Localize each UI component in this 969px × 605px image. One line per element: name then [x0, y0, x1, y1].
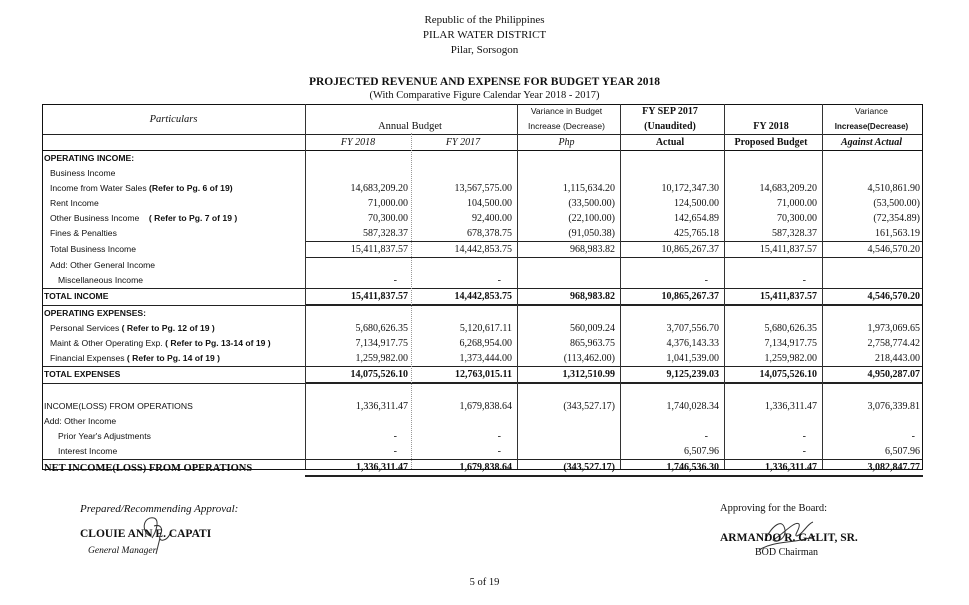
cell-value: 1,259,982.00 [305, 351, 411, 367]
row-label: Rent Income [50, 198, 99, 208]
table-row [42, 273, 923, 289]
table-row [42, 166, 923, 181]
cell-value: (72,354.89) [873, 213, 920, 224]
cell-value [515, 273, 618, 289]
cell-value: (343,527.17) [563, 401, 615, 412]
cell-value: 14,442,853.75 [411, 242, 515, 258]
cell-value: 15,411,837.57 [722, 289, 820, 306]
budget-table [42, 104, 923, 477]
cell-value: 15,411,837.57 [305, 242, 411, 258]
prepared-title: General Manager [88, 546, 157, 556]
cell-value: 4,950,287.07 [820, 367, 923, 384]
cell-value: 678,378.75 [411, 226, 515, 242]
cell-value: 14,075,526.10 [305, 367, 411, 384]
cell-value: 12,763,015.11 [411, 367, 515, 384]
col-particulars: Particulars [42, 104, 305, 135]
page-number: 5 of 19 [469, 577, 500, 588]
cell-value: 14,442,853.75 [411, 289, 515, 306]
header-org-name: PILAR WATER DISTRICT [422, 29, 547, 41]
table-row [42, 151, 923, 167]
cell-value: 10,172,347.30 [661, 183, 719, 194]
table-row [42, 321, 923, 336]
cell-value: 587,328.37 [305, 226, 411, 242]
row-ref: ( Refer to Pg. 7 of 19 ) [148, 213, 238, 223]
cell-value: 7,134,917.75 [355, 338, 408, 349]
row-label: Other Business Income ( Refer to Pg. 7 of 19 ) [50, 213, 238, 223]
row-label: Prior Year's Adjustments [58, 431, 151, 441]
cell-value: 70,300.00 [777, 213, 817, 224]
report-subtitle: (With Comparative Figure Calendar Year 2018 - 2017) [369, 90, 600, 101]
prepared-label: Prepared/Recommending Approval: [80, 503, 239, 515]
table-row [42, 460, 923, 477]
cell-value: 1,973,069.65 [867, 323, 920, 334]
cell-value: 15,411,837.57 [305, 289, 411, 306]
table-row [42, 242, 923, 258]
cell-value: 92,400.00 [472, 213, 512, 224]
table-row [42, 226, 923, 242]
header-row-1 [42, 104, 923, 119]
col-variance-1: Variance [855, 106, 888, 116]
cell-value: 560,009.24 [570, 323, 615, 334]
cell-value: 1,041,539.00 [618, 351, 722, 367]
approving-label: Approving for the Board: [720, 503, 828, 514]
table-row [42, 196, 923, 211]
cell-value: - [802, 431, 806, 442]
col-fy2018b-2: FY 2018 [722, 119, 820, 135]
cell-value: 1,259,982.00 [722, 351, 820, 367]
cell-value: 5,680,626.35 [764, 323, 817, 334]
cell-value: 968,983.82 [515, 289, 618, 306]
column-divider [620, 104, 621, 469]
table-row [42, 444, 923, 460]
cell-value: - [411, 273, 515, 289]
row-label: TOTAL INCOME [42, 289, 305, 306]
row-label: Add: Other Income [44, 416, 117, 426]
row-label: Total Business Income [50, 244, 136, 254]
cell-value: 1,312,510.99 [515, 367, 618, 384]
cell-value: 1,336,311.47 [355, 401, 408, 412]
row-label: Financial Expenses ( Refer to Pg. 14 of 19 ) [50, 353, 221, 363]
col-fy2018b-3: Proposed Budget [722, 135, 820, 151]
col-variance-2: Increase(Decrease) [820, 119, 923, 135]
row-label: INCOME(LOSS) FROM OPERATIONS [44, 401, 193, 411]
row-label: Business Income [50, 168, 116, 178]
table-row-spacer [42, 383, 923, 399]
cell-value: 1,740,028.34 [666, 401, 719, 412]
cell-value: 70,300.00 [368, 213, 408, 224]
cell-value: 1,679,838.64 [459, 401, 512, 412]
cell-value: 4,510,861.90 [867, 183, 920, 194]
cell-value: - [722, 273, 820, 289]
cell-value: 14,075,526.10 [722, 367, 820, 384]
table-row [42, 305, 923, 321]
cell-value: 14,683,209.20 [759, 183, 817, 194]
row-label: Add: Other General Income [50, 259, 156, 270]
table-row [42, 336, 923, 351]
row-label: Maint & Other Operating Exp. ( Refer to Pg. 13-14 of 19 ) [50, 338, 271, 348]
table-row [42, 211, 923, 226]
cell-value: 6,507.96 [820, 444, 923, 460]
cell-value: - [411, 444, 515, 460]
cell-value: (22,100.00) [568, 213, 615, 224]
cell-value: 1,373,444.00 [411, 351, 515, 367]
table-row [42, 289, 923, 306]
cell-value: 218,443.00 [820, 351, 923, 367]
cell-value: 968,983.82 [515, 242, 618, 258]
cell-value: 10,865,267.37 [618, 242, 722, 258]
cell-value: 425,765.18 [618, 226, 722, 242]
report-title: PROJECTED REVENUE AND EXPENSE FOR BUDGET YEAR 2018 [308, 76, 661, 88]
row-ref: ( Refer to Pg. 13-14 of 19 ) [165, 338, 271, 348]
column-divider [822, 104, 823, 469]
col-fysep-1: FY SEP 2017 [642, 106, 698, 117]
cell-value: - [497, 431, 501, 442]
cell-value: (53,500.00) [873, 198, 920, 209]
cell-value: (343,527.17) [515, 460, 618, 477]
column-divider [517, 104, 518, 469]
col-var-budget-1: Variance in Budget [530, 106, 603, 116]
cell-value: 6,507.96 [618, 444, 722, 460]
cell-value: 1,336,311.47 [722, 460, 820, 477]
cell-value: - [722, 444, 820, 460]
prepared-name: CLOUIE ANN E. CAPATI [80, 528, 212, 540]
col-var-budget-3: Php [515, 135, 618, 151]
cell-value: 1,336,311.47 [305, 460, 411, 477]
col-fysep-2: (Unaudited) [618, 119, 722, 135]
cell-value: - [911, 431, 915, 442]
cell-value: - [618, 273, 722, 289]
cell-value: 5,120,617.11 [459, 323, 512, 334]
column-divider [305, 104, 306, 469]
approving-name: ARMANDO R. GALIT, SR. [720, 532, 858, 544]
row-label: Interest Income [58, 446, 118, 456]
cell-value: 124,500.00 [674, 198, 719, 209]
cell-value: 6,268,954.00 [459, 338, 512, 349]
table-row [42, 429, 923, 444]
col-variance-3: Against Actual [820, 135, 923, 151]
column-divider [724, 104, 725, 469]
row-label: Fines & Penalties [50, 228, 117, 239]
table-row [42, 414, 923, 429]
table-row [42, 181, 923, 196]
row-ref: ( Refer to Pg. 12 of 19 ) [121, 323, 215, 333]
cell-value: 4,546,570.20 [820, 289, 923, 306]
cell-value: 13,567,575.00 [454, 183, 512, 194]
row-label: Personal Services ( Refer to Pg. 12 of 19 ) [50, 323, 215, 333]
cell-value: 7,134,917.75 [764, 338, 817, 349]
cell-value: 15,411,837.57 [722, 242, 820, 258]
cell-value: 3,082,847.77 [820, 460, 923, 477]
cell-value: - [393, 431, 397, 442]
table-row [42, 351, 923, 367]
col-fysep-3: Actual [618, 135, 722, 151]
cell-value: 2,758,774.42 [867, 338, 920, 349]
cell-value: 161,563.19 [820, 226, 923, 242]
cell-value: - [305, 444, 411, 460]
cell-value: (33,500.00) [568, 198, 615, 209]
cell-value: 4,546,570.20 [820, 242, 923, 258]
row-ref: (Refer to Pg. 6 of 19) [149, 183, 233, 193]
header-location: Pilar, Sorsogon [450, 44, 519, 56]
cell-value: - [305, 273, 411, 289]
cell-value: 1,746,536.30 [618, 460, 722, 477]
cell-value: 587,328.37 [722, 226, 820, 242]
row-label: Miscellaneous Income [58, 275, 144, 285]
cell-value: 1,679,838.64 [411, 460, 515, 477]
col-annual-budget: Annual Budget [378, 121, 442, 132]
cell-value: 4,376,143.33 [666, 338, 719, 349]
row-label: OPERATING INCOME: [44, 153, 135, 163]
header-row-3 [42, 135, 923, 151]
header-republic: Republic of the Philippines [424, 14, 545, 26]
col-fy2018: FY 2018 [305, 135, 411, 151]
approving-title: BOD Chairman [755, 547, 819, 558]
cell-value: 14,683,209.20 [350, 183, 408, 194]
cell-value: 1,115,634.20 [562, 183, 615, 194]
cell-value: 3,076,339.81 [867, 401, 920, 412]
cell-value: 10,865,267.37 [618, 289, 722, 306]
table-row [42, 367, 923, 384]
cell-value: 5,680,626.35 [355, 323, 408, 334]
cell-value: 104,500.00 [467, 198, 512, 209]
row-label: OPERATING EXPENSES: [44, 307, 147, 318]
cell-value: 865,963.75 [570, 338, 615, 349]
cell-value: 1,336,311.47 [764, 401, 817, 412]
row-label: NET INCOME(LOSS) FROM OPERATIONS [42, 460, 305, 477]
row-label: TOTAL EXPENSES [42, 367, 305, 384]
cell-value: - [704, 431, 708, 442]
col-fy2017: FY 2017 [411, 135, 515, 151]
table-row [42, 258, 923, 274]
cell-value [820, 273, 923, 289]
col-var-budget-2: Increase (Decrease) [515, 119, 618, 135]
table-row [42, 399, 923, 414]
cell-value: 142,654.89 [674, 213, 719, 224]
cell-value: 71,000.00 [777, 198, 817, 209]
cell-value: (91,050.38) [515, 226, 618, 242]
cell-value [515, 429, 618, 444]
row-label: Income from Water Sales (Refer to Pg. 6 of 19) [50, 183, 233, 193]
cell-value: 71,000.00 [368, 198, 408, 209]
cell-value: (113,462.00) [515, 351, 618, 367]
cell-value: 9,125,239.03 [618, 367, 722, 384]
cell-value: 3,707,556.70 [666, 323, 719, 334]
row-ref: ( Refer to Pg. 14 of 19 ) [126, 353, 221, 363]
cell-value [515, 444, 618, 460]
column-divider [411, 133, 412, 469]
